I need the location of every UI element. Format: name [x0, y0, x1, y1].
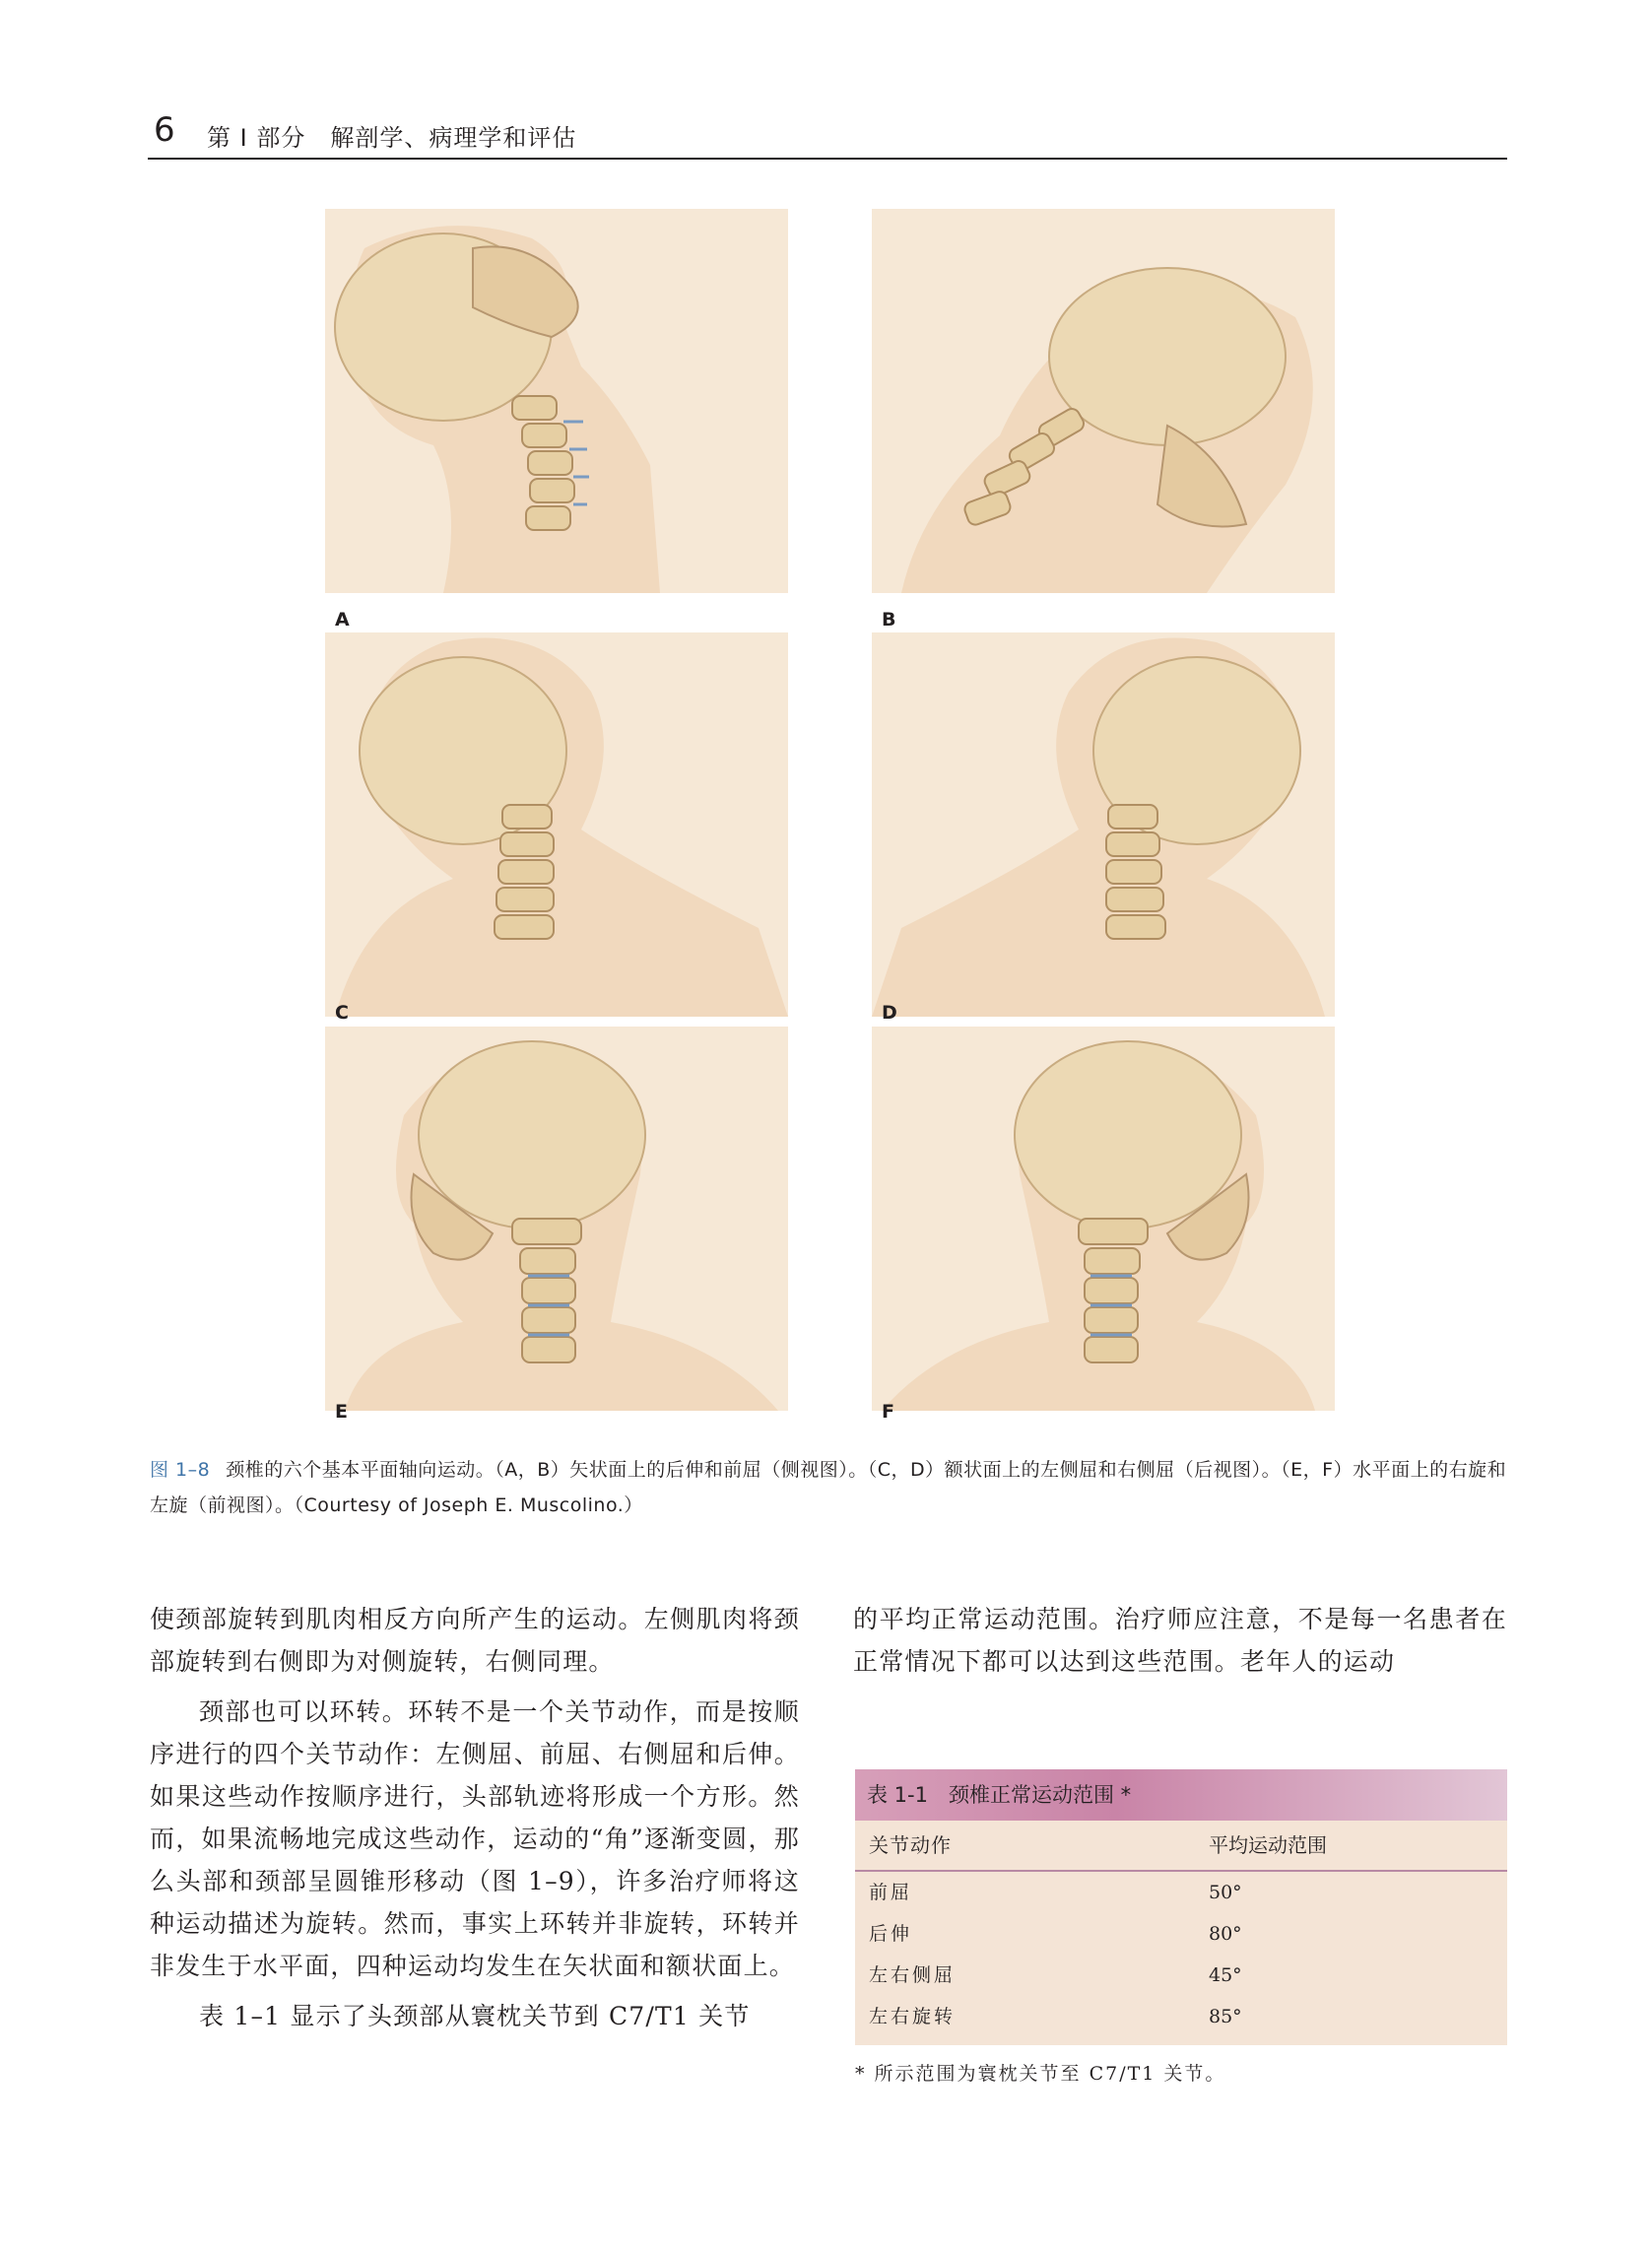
panel-label-c: C	[335, 1002, 349, 1024]
panel-a-extension-illustration	[325, 209, 788, 593]
panel-e-right-rotation-illustration	[325, 1027, 788, 1411]
left-column	[150, 1598, 800, 2037]
panel-c-left-lateral-flexion-illustration	[325, 632, 788, 1017]
table-header-range: 平均运动范围	[1209, 1833, 1327, 1857]
table-cell-motion: 前屈	[869, 1882, 913, 1903]
table-cell-motion: 后伸	[869, 1923, 913, 1945]
table-cell-range: 50°	[1209, 1882, 1242, 1903]
figure-caption	[150, 1452, 1507, 1523]
panel-d-right-lateral-flexion-illustration	[872, 632, 1335, 1017]
table-1-1	[855, 1769, 1507, 2045]
header-rule	[148, 158, 1507, 160]
table-row	[855, 1913, 1507, 1955]
panel-f-left-rotation-illustration	[872, 1027, 1335, 1411]
table-cell-range: 80°	[1209, 1923, 1242, 1945]
table-cell-range: 45°	[1209, 1964, 1242, 1986]
table-title: 表 1-1 颈椎正常运动范围 *	[855, 1769, 1507, 1821]
table-cell-range: 85°	[1209, 2006, 1242, 2027]
figure-caption-text: 颈椎的六个基本平面轴向运动。（A，B）矢状面上的后伸和前屈（侧视图）。（C，D）额状面上的左侧屈和右侧屈（后视图）。（E，F）水平面上的右旋和左旋（前视图）。（Courtesy of Joseph E. Muscolino.）	[150, 1459, 1507, 1516]
table-header-row	[855, 1821, 1507, 1872]
panel-label-f: F	[882, 1401, 894, 1423]
page-number: 6	[154, 110, 175, 150]
panel-b-flexion-illustration	[872, 209, 1335, 593]
panel-label-a: A	[335, 609, 350, 631]
figure-number: 图 1–8	[150, 1459, 211, 1481]
paragraph-range-note: 的平均正常运动范围。治疗师应注意，不是每一名患者在正常情况下都可以达到这些范围。老年人的运动	[853, 1605, 1507, 1676]
table-row	[855, 1996, 1507, 2037]
table-footnote: * 所示范围为寰枕关节至 C7/T1 关节。	[855, 2063, 1226, 2085]
paragraph-table-reference: 表 1–1 显示了头颈部从寰枕关节到 C7/T1 关节	[199, 2002, 751, 2030]
figure-1-8	[325, 209, 1335, 1430]
table-cell-motion: 左右旋转	[869, 2006, 957, 2027]
paragraph-circumduction: 颈部也可以环转。环转不是一个关节动作，而是按顺序进行的四个关节动作：左侧屈、前屈、右侧屈和后伸。如果这些动作按顺序进行，头部轨迹将形成一个方形。然而，如果流畅地完成这些动作，运动的“角”逐渐变圆，那么头部和颈部呈圆锥形移动（图 1–9），许多治疗师将这种运动描述为旋转。然而，事实上环转并非旋转，环转并非发生于水平面，四种运动均发生在矢状面和额状面上。	[150, 1697, 800, 1980]
panel-label-e: E	[335, 1401, 348, 1423]
table-header-motion: 关节动作	[869, 1833, 952, 1857]
panel-label-b: B	[882, 609, 896, 631]
running-title: 第 I 部分 解剖学、病理学和评估	[207, 124, 577, 152]
table-cell-motion: 左右侧屈	[869, 1964, 957, 1986]
running-head	[148, 110, 1507, 156]
right-column	[853, 1598, 1507, 1683]
table-row	[855, 1955, 1507, 1996]
panel-label-d: D	[882, 1002, 897, 1024]
table-row	[855, 1872, 1507, 1913]
paragraph-continuation: 使颈部旋转到肌肉相反方向所产生的运动。左侧肌肉将颈部旋转到右侧即为对侧旋转，右侧同理。	[150, 1605, 800, 1676]
